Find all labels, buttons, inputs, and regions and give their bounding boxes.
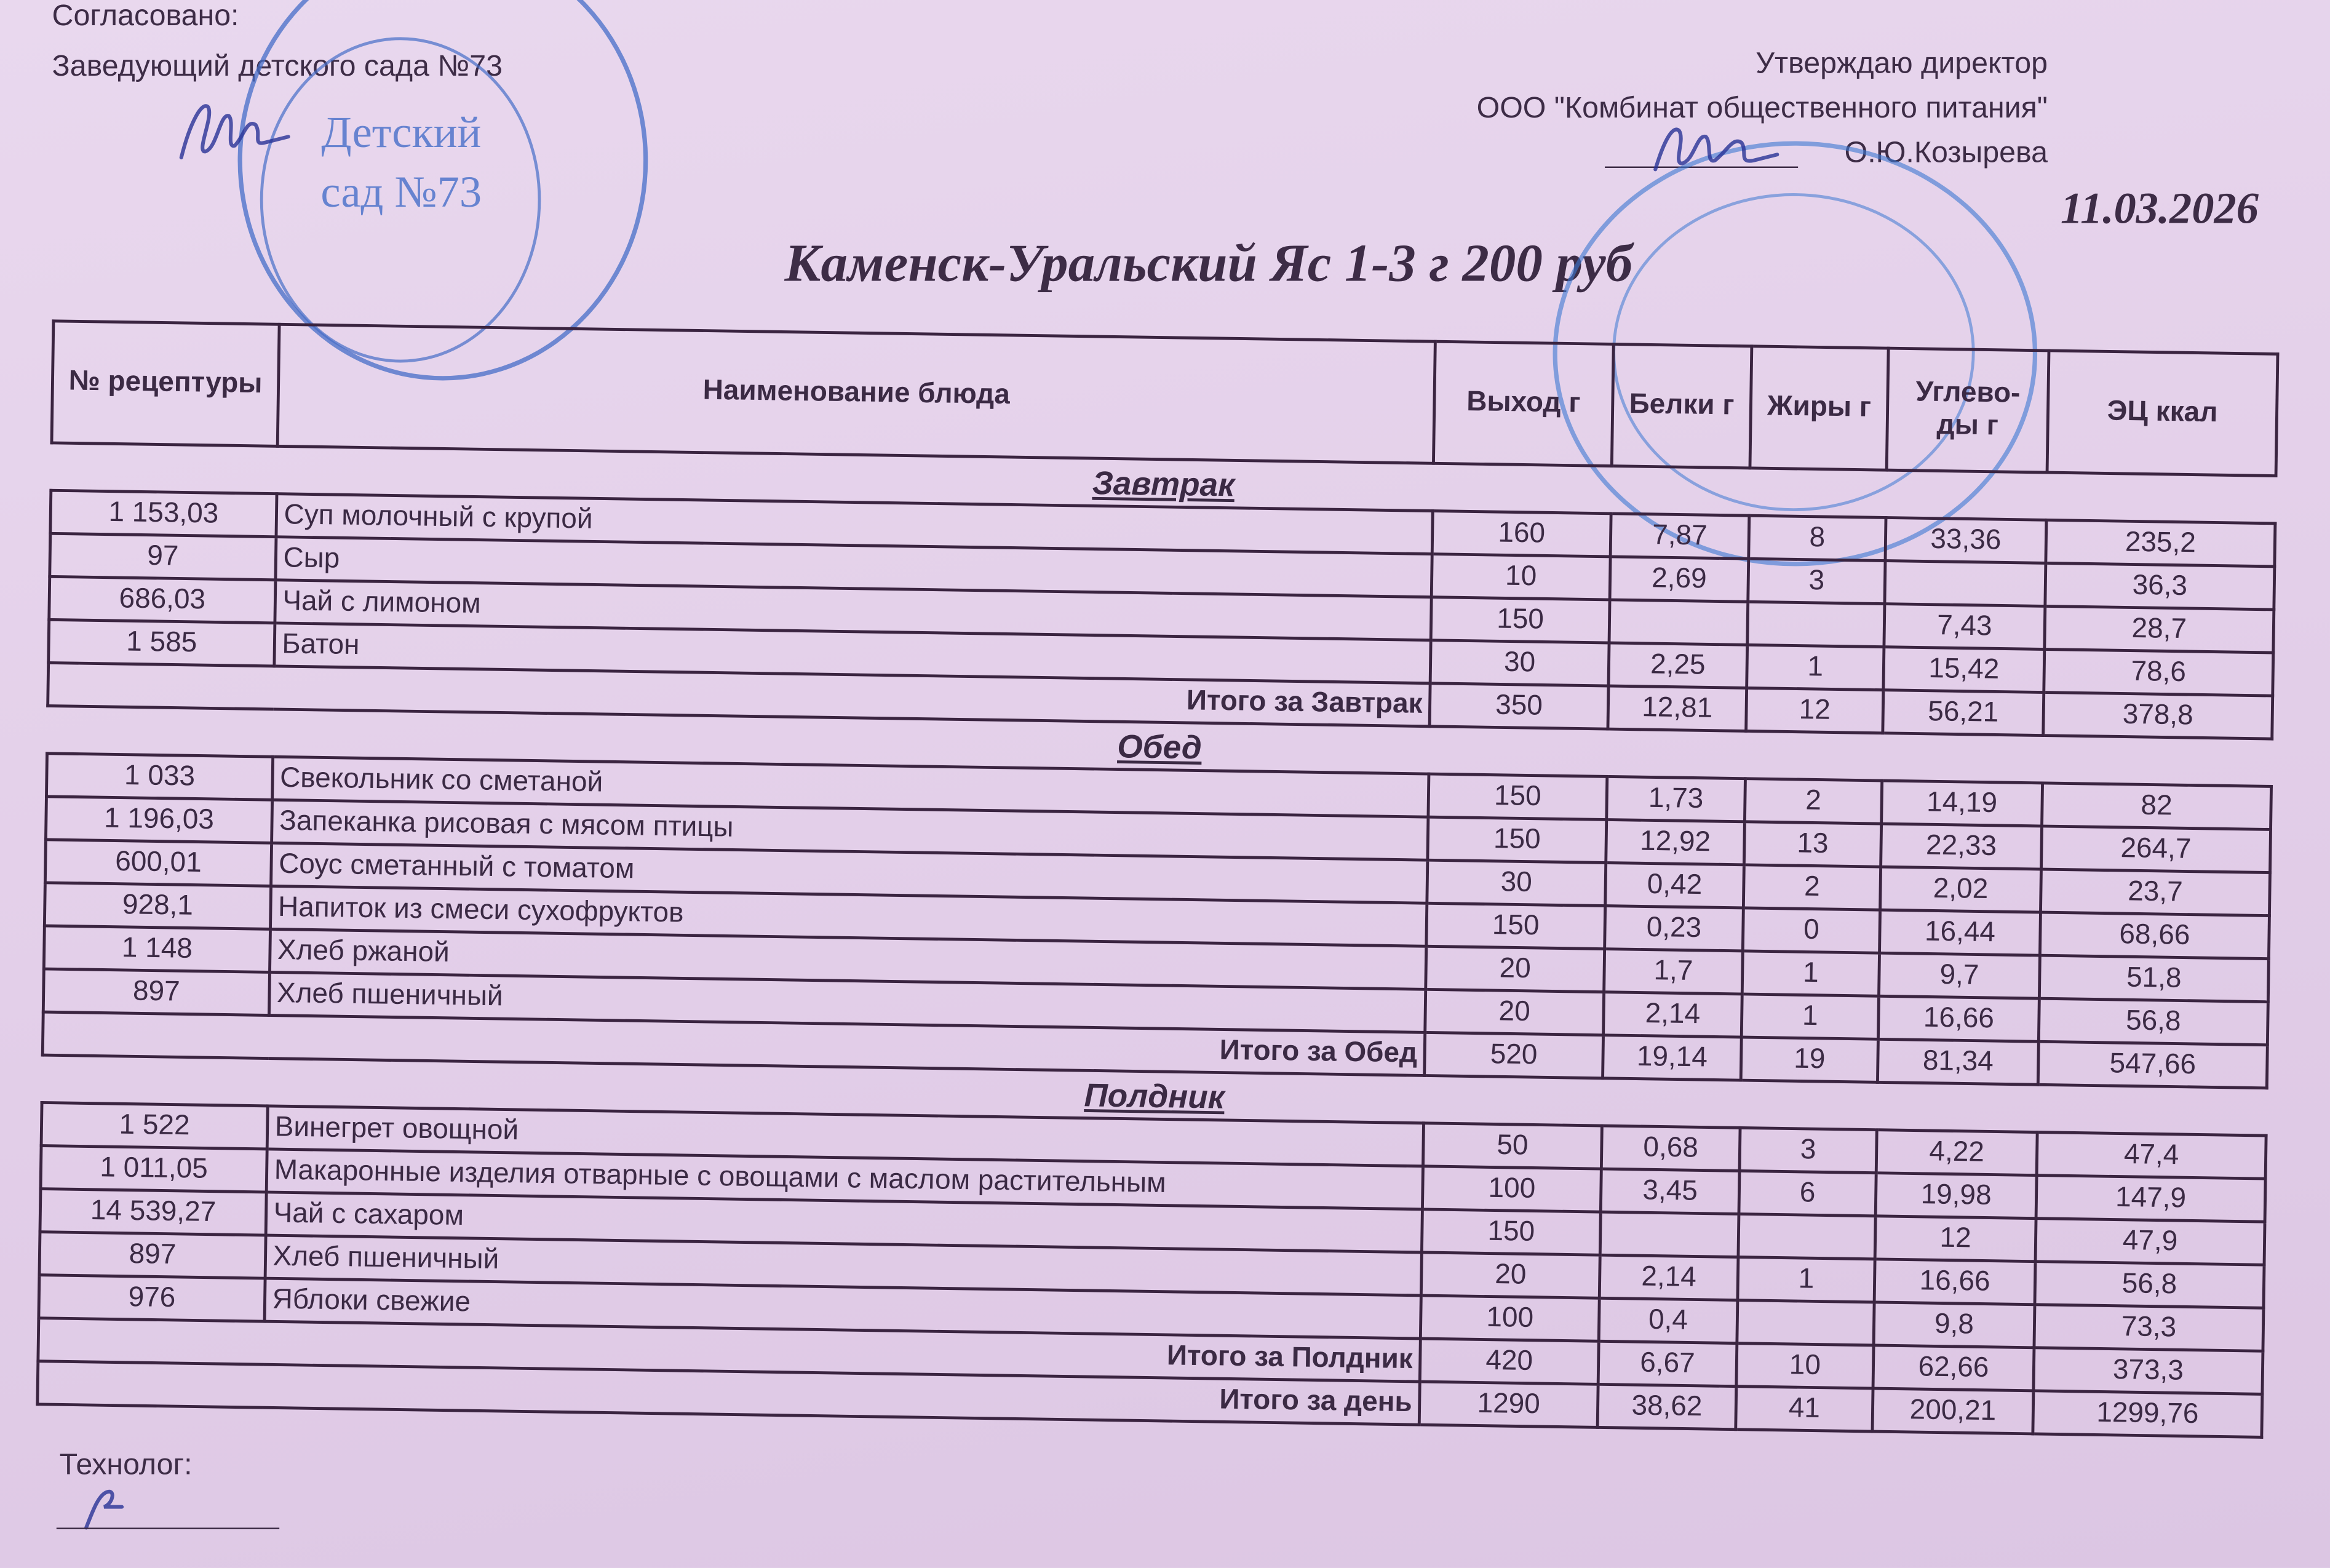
cell-protein: 0,4 xyxy=(1599,1298,1738,1343)
cell-protein: 0,68 xyxy=(1601,1126,1740,1171)
total-protein: 38,62 xyxy=(1597,1384,1736,1429)
col-carbs: Углево-ды г xyxy=(1887,348,2049,472)
recipe-number: 928,1 xyxy=(44,883,271,929)
cell-energy: 28,7 xyxy=(2045,606,2274,653)
director-signature xyxy=(1650,119,1783,178)
section-title: Полдник xyxy=(1084,1075,1225,1115)
cell-fat xyxy=(1737,1300,1874,1345)
total-fat: 10 xyxy=(1736,1343,1874,1388)
recipe-number: 976 xyxy=(39,1275,265,1321)
total-label: Итого за Завтрак xyxy=(48,663,1430,726)
cell-yield: 10 xyxy=(1431,554,1610,600)
dish-name: Суп молочный с крупой xyxy=(276,494,1433,554)
col-energy: ЭЦ ккал xyxy=(2047,351,2278,476)
cell-energy: 56,8 xyxy=(2038,998,2268,1045)
dish-name: Хлеб пшеничный xyxy=(269,972,1425,1032)
cell-energy: 47,9 xyxy=(2035,1219,2265,1265)
recipe-number: 686,03 xyxy=(49,576,276,623)
recipe-number: 1 196,03 xyxy=(46,797,272,843)
kindergarten-stamp-text xyxy=(282,104,520,223)
dish-name: Хлеб пшеничный xyxy=(265,1235,1421,1295)
cell-carbs: 22,33 xyxy=(1881,824,2042,869)
cell-yield: 100 xyxy=(1420,1295,1599,1341)
head-label: Заведующий детского сада №73 xyxy=(52,50,503,84)
cell-fat: 1 xyxy=(1747,645,1884,690)
cell-yield: 30 xyxy=(1427,860,1606,905)
recipe-number: 897 xyxy=(39,1232,266,1278)
total-yield: 520 xyxy=(1425,1032,1604,1078)
total-protein: 12,81 xyxy=(1608,686,1747,731)
cell-protein: 7,87 xyxy=(1610,514,1749,559)
cell-carbs: 4,22 xyxy=(1876,1130,2037,1176)
cell-protein: 0,42 xyxy=(1605,862,1744,907)
cell-protein: 2,14 xyxy=(1604,992,1743,1037)
agreed-label: Согласовано: xyxy=(52,0,239,33)
col-protein: Белки г xyxy=(1612,344,1752,468)
cell-energy: 147,9 xyxy=(2036,1176,2265,1222)
cell-energy: 235,2 xyxy=(2046,520,2275,567)
total-carbs: 200,21 xyxy=(1872,1388,2034,1434)
cell-yield: 150 xyxy=(1431,597,1610,643)
cell-yield: 20 xyxy=(1425,989,1604,1035)
dish-name: Батон xyxy=(274,623,1431,683)
cell-fat: 3 xyxy=(1740,1128,1877,1172)
cell-carbs: 15,42 xyxy=(1883,647,2045,693)
head-signature xyxy=(175,92,294,167)
menu-table-body xyxy=(38,443,2276,1437)
recipe-number: 97 xyxy=(50,533,276,579)
cell-energy: 82 xyxy=(2042,783,2272,830)
cell-carbs xyxy=(1885,561,2046,607)
dish-name: Чай с сахаром xyxy=(266,1192,1422,1252)
cell-yield: 30 xyxy=(1430,640,1609,686)
cell-protein: 2,25 xyxy=(1608,643,1748,688)
approve-label: Утверждаю директор xyxy=(1755,47,2048,81)
col-name: Наименование блюда xyxy=(277,324,1435,463)
cell-energy: 36,3 xyxy=(2045,563,2275,610)
stamp-line-1: Детский xyxy=(321,108,482,158)
cell-protein xyxy=(1609,600,1748,645)
cell-carbs: 16,44 xyxy=(1880,910,2041,955)
total-label: Итого за день xyxy=(38,1361,1420,1425)
recipe-number: 1 153,03 xyxy=(50,490,277,536)
col-recipe: № рецептуры xyxy=(52,321,279,447)
cell-energy: 68,66 xyxy=(2040,912,2269,959)
cell-energy: 47,4 xyxy=(2037,1132,2266,1179)
stamp-line-2: сад №73 xyxy=(320,167,482,217)
total-energy: 1299,76 xyxy=(2033,1391,2262,1438)
cell-energy: 56,8 xyxy=(2035,1262,2264,1308)
dish-name: Напиток из смеси сухофруктов xyxy=(271,886,1427,946)
cell-carbs: 2,02 xyxy=(1880,867,2042,912)
cell-yield: 100 xyxy=(1422,1166,1601,1212)
cell-energy: 23,7 xyxy=(2040,869,2270,916)
cell-yield: 150 xyxy=(1426,903,1605,949)
cell-fat: 2 xyxy=(1743,865,1880,910)
total-protein: 6,67 xyxy=(1598,1341,1737,1386)
cell-fat: 1 xyxy=(1741,994,1879,1039)
total-fat: 41 xyxy=(1736,1387,1873,1431)
total-yield: 420 xyxy=(1420,1339,1599,1384)
col-fat: Жиры г xyxy=(1750,346,1888,470)
recipe-number: 1 585 xyxy=(49,619,275,666)
total-energy: 547,66 xyxy=(2038,1041,2267,1088)
cell-fat: 1 xyxy=(1738,1257,1875,1302)
total-label: Итого за Полдник xyxy=(38,1318,1420,1382)
cell-carbs: 9,7 xyxy=(1879,953,2040,998)
cell-protein: 3,45 xyxy=(1600,1169,1740,1214)
page-title: Каменск-Уральский Яс 1-3 г 200 руб xyxy=(784,233,1632,293)
cell-energy: 51,8 xyxy=(2039,955,2268,1002)
cell-fat xyxy=(1748,602,1885,647)
cell-protein: 2,14 xyxy=(1599,1255,1738,1300)
dish-name: Запеканка рисовая с мясом птицы xyxy=(272,800,1428,860)
document-date: 11.03.2026 xyxy=(2060,184,2259,234)
cell-fat: 6 xyxy=(1739,1171,1876,1216)
company-name: ООО "Комбинат общественного питания" xyxy=(1476,92,2048,125)
dish-name: Винегрет овощной xyxy=(267,1106,1423,1166)
cell-protein: 2,69 xyxy=(1610,557,1749,602)
cell-yield: 20 xyxy=(1426,946,1605,992)
cell-energy: 73,3 xyxy=(2034,1305,2264,1351)
cell-carbs: 7,43 xyxy=(1884,604,2045,650)
cell-fat: 2 xyxy=(1744,779,1882,824)
recipe-number: 1 522 xyxy=(41,1102,268,1148)
total-yield: 1290 xyxy=(1419,1382,1598,1427)
section-title: Завтрак xyxy=(1092,463,1235,503)
cell-yield: 160 xyxy=(1432,511,1611,557)
total-label: Итого за Обед xyxy=(42,1012,1425,1075)
cell-yield: 150 xyxy=(1428,774,1607,819)
recipe-number: 1 011,05 xyxy=(41,1145,267,1192)
dish-name: Чай с лимоном xyxy=(275,580,1431,640)
cell-carbs: 14,19 xyxy=(1882,781,2043,826)
recipe-number: 1 148 xyxy=(44,926,270,972)
cell-energy: 264,7 xyxy=(2041,826,2270,873)
cell-yield: 150 xyxy=(1428,817,1607,862)
director-name: О.Ю.Козырева xyxy=(1844,137,2048,170)
cell-protein: 12,92 xyxy=(1606,819,1745,864)
dish-name: Свекольник со сметаной xyxy=(272,757,1429,817)
total-protein: 19,14 xyxy=(1603,1035,1742,1080)
recipe-number: 600,01 xyxy=(45,840,271,886)
technologist-label: Технолог: xyxy=(59,1449,193,1482)
cell-fat: 3 xyxy=(1748,559,1885,603)
recipe-number: 897 xyxy=(43,969,269,1015)
cell-carbs: 9,8 xyxy=(1874,1302,2035,1348)
menu-table xyxy=(36,319,2279,1438)
cell-yield: 150 xyxy=(1421,1209,1600,1255)
cell-carbs: 16,66 xyxy=(1878,996,2039,1041)
cell-carbs: 16,66 xyxy=(1874,1259,2035,1305)
technologist-signature xyxy=(78,1486,137,1530)
dish-name: Хлеб ржаной xyxy=(269,929,1426,989)
total-energy: 378,8 xyxy=(2043,693,2273,739)
recipe-number: 14 539,27 xyxy=(40,1189,266,1235)
total-carbs: 62,66 xyxy=(1873,1345,2034,1391)
cell-protein: 1,7 xyxy=(1604,949,1743,994)
cell-protein: 0,23 xyxy=(1605,906,1744,951)
total-carbs: 81,34 xyxy=(1877,1039,2038,1084)
cell-carbs: 12 xyxy=(1875,1216,2036,1262)
dish-name: Сыр xyxy=(276,537,1432,597)
dish-name: Соус сметанный с томатом xyxy=(271,843,1428,903)
total-carbs: 56,21 xyxy=(1883,690,2044,736)
cell-yield: 20 xyxy=(1421,1252,1600,1298)
col-yield: Выход г xyxy=(1433,341,1613,466)
section-title: Обед xyxy=(1117,726,1203,766)
total-fat: 19 xyxy=(1741,1037,1878,1082)
menu-table-wrap xyxy=(36,319,2279,1438)
total-fat: 12 xyxy=(1746,688,1883,733)
recipe-number: 1 033 xyxy=(46,754,272,800)
dish-name: Макаронные изделия отварные с овощами с маслом растительным xyxy=(266,1149,1423,1209)
cell-protein xyxy=(1600,1212,1739,1257)
dish-name: Яблоки свежие xyxy=(264,1278,1421,1339)
cell-carbs: 19,98 xyxy=(1875,1173,2037,1219)
cell-fat: 13 xyxy=(1744,822,1881,867)
cell-fat: 8 xyxy=(1749,515,1886,560)
cell-carbs: 33,36 xyxy=(1885,517,2046,563)
cell-energy: 78,6 xyxy=(2044,650,2273,696)
cell-fat xyxy=(1738,1214,1875,1259)
cell-fat: 0 xyxy=(1743,908,1880,953)
total-energy: 373,3 xyxy=(2034,1348,2263,1395)
cell-fat: 1 xyxy=(1742,951,1879,996)
technologist-signature-line xyxy=(57,1527,279,1529)
cell-protein: 1,73 xyxy=(1607,776,1746,821)
cell-yield: 50 xyxy=(1423,1123,1602,1169)
total-yield: 350 xyxy=(1429,683,1608,729)
